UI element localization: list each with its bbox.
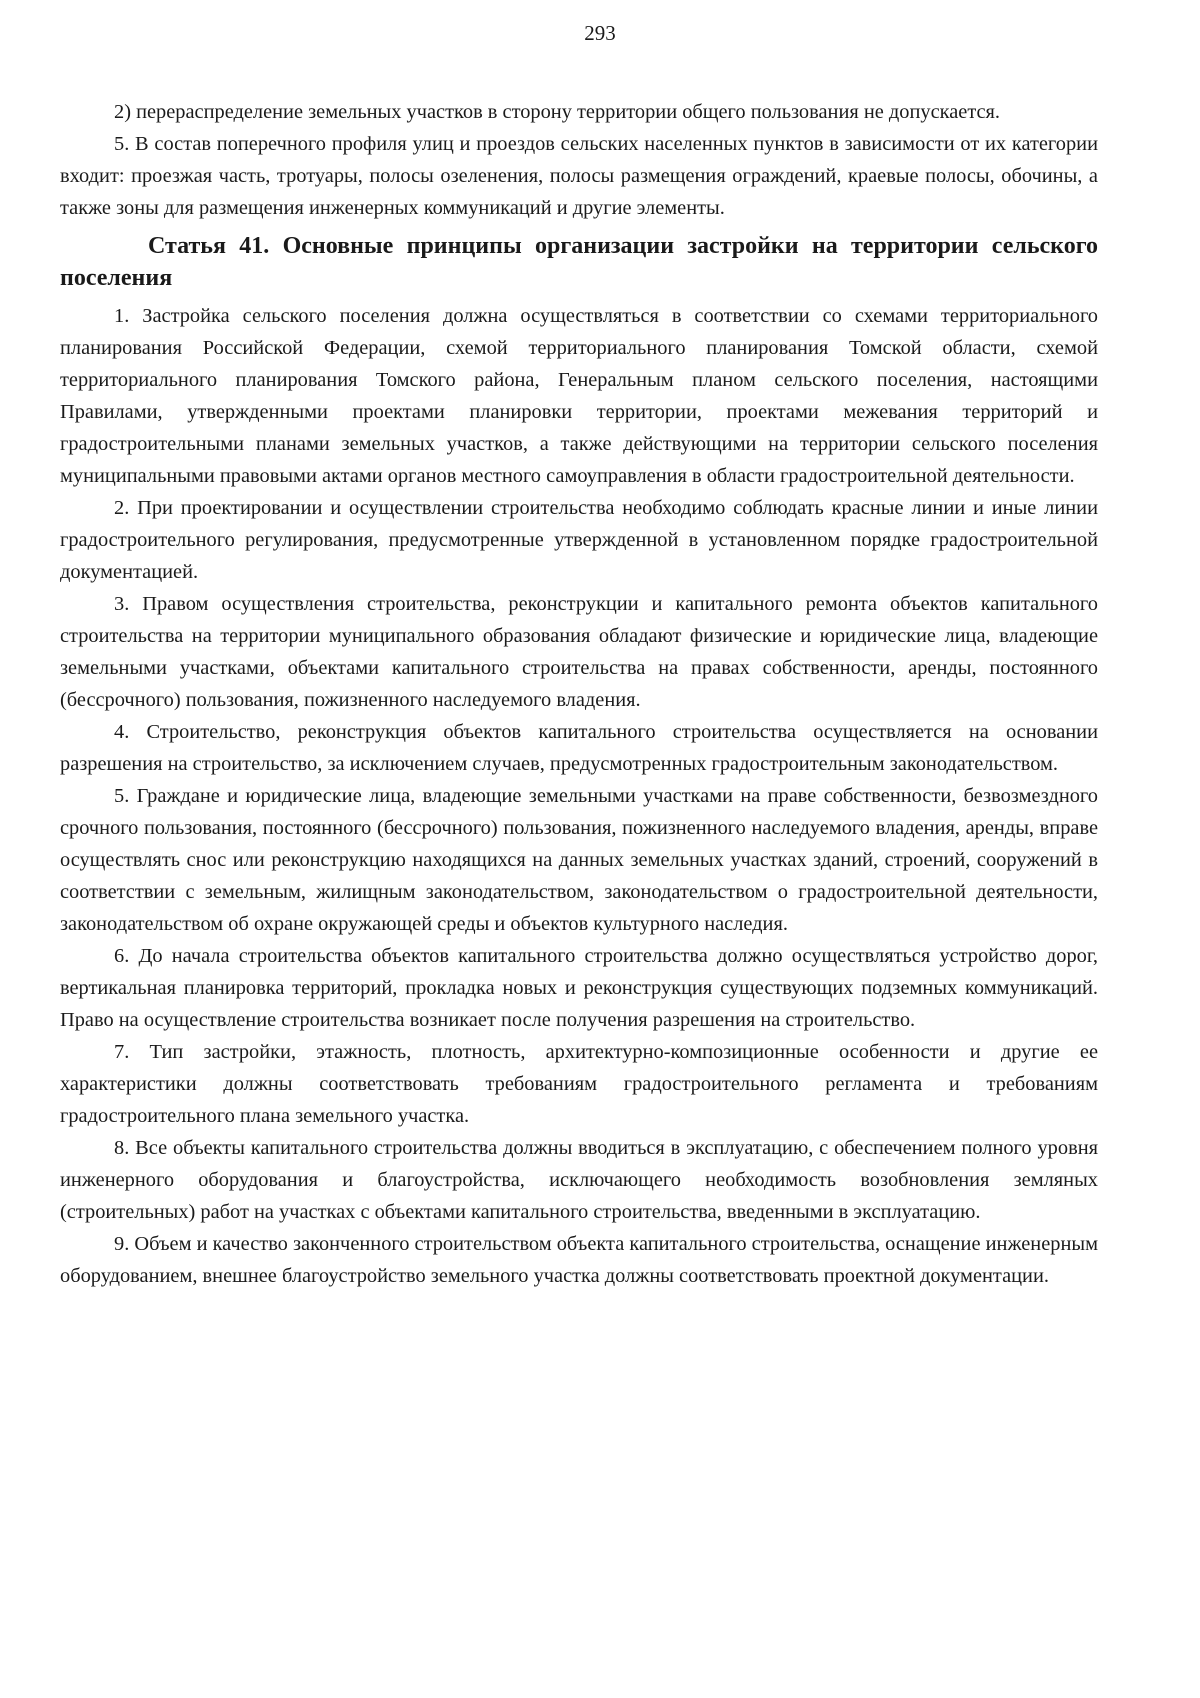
paragraph-before-2: 5. В состав поперечного профиля улиц и проездов сельских населенных пунктов в зависимости от их категории входит: проезжая часть, тротуары, полосы озеленения, полосы размещения ограждений, краевые полосы, обочины, а также зоны для размещения инженерных коммуникаций и другие элементы. [60, 133, 1098, 219]
article-paragraph-3: 3. Правом осуществления строительства, реконструкции и капитального ремонта объектов капитального строительства на территории муниципального образования обладают физические и юридические лица, владеющие земельными участками, объектами капитального строительства на правах собственности, аренды, постоянного (бессрочного) пользования, пожизненного наследуемого владения. [60, 593, 1098, 711]
paragraph-before-1: 2) перераспределение земельных участков в сторону территории общего пользования не допускается. [114, 101, 1001, 123]
article-paragraph-7: 7. Тип застройки, этажность, плотность, архитектурно-композиционные особенности и другие ее характеристики должны соответствовать требованиям градостроительного регламента и требованиям градостроительного плана земельного участка. [60, 1041, 1098, 1127]
article-paragraph-8: 8. Все объекты капитального строительства должны вводиться в эксплуатацию, с обеспечением полного уровня инженерного оборудования и благоустройства, исключающего необходимость возобновления земляных (строительных) работ на участках с объектами капитального строительства, введенными в эксплуатацию. [60, 1137, 1098, 1223]
article-heading: Статья 41. Основные принципы организации застройки на территории сельского поселения [60, 233, 1098, 291]
article-paragraph-9: 9. Объем и качество законченного строительством объекта капитального строительства, оснащение инженерным оборудованием, внешнее благоустройство земельного участка должны соответствовать проектной документации. [60, 1233, 1098, 1287]
page-number: 293 [584, 21, 616, 45]
article-paragraph-6: 6. До начала строительства объектов капитального строительства должно осуществляться устройство дорог, вертикальная планировка территорий, прокладка новых и реконструкция существующих подземных коммуникаций. Право на осуществление строительства возникает после получения разрешения на строительство. [60, 945, 1098, 1031]
article-paragraph-1: 1. Застройка сельского поселения должна осуществляться в соответствии со схемами территориального планирования Российской Федерации, схемой территориального планирования Томской области, схемой территориального планирования Томского района, Генеральным планом сельского поселения, настоящими Правилами, утвержденными проектами планировки территории, проектами межевания территорий и градостроительными планами земельных участков, а также действующими на территории сельского поселения муниципальными правовыми актами органов местного самоуправления в области градостроительной деятельности. [60, 305, 1098, 487]
document-body [60, 96, 1098, 1292]
article-paragraph-2: 2. При проектировании и осуществлении строительства необходимо соблюдать красные линии и иные линии градостроительного регулирования, предусмотренные утвержденной в установленном порядке градостроительной документацией. [60, 497, 1098, 583]
article-paragraph-5: 5. Граждане и юридические лица, владеющие земельными участками на праве собственности, безвозмездного срочного пользования, постоянного (бессрочного) пользования, пожизненного наследуемого владения, аренды, вправе осуществлять снос или реконструкцию находящихся на данных земельных участках зданий, строений, сооружений в соответствии с земельным, жилищным законодательством, законодательством о градостроительной деятельности, законодательством об охране окружающей среды и объектов культурного наследия. [60, 785, 1098, 935]
article-paragraph-4: 4. Строительство, реконструкция объектов капитального строительства осуществляется на основании разрешения на строительство, за исключением случаев, предусмотренных градостроительным законодательством. [60, 721, 1098, 775]
